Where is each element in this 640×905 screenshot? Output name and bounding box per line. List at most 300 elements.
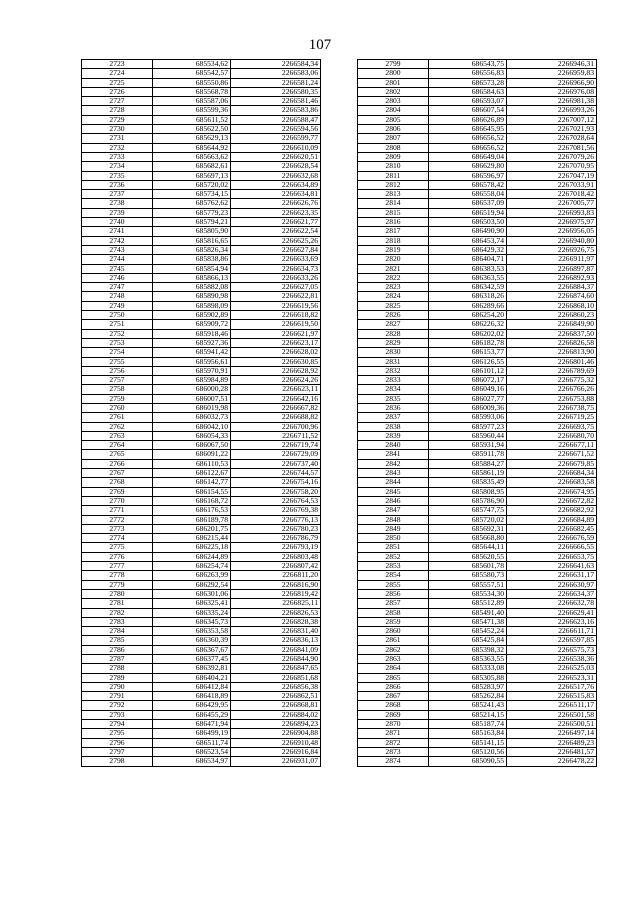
y-coordinate-cell: 2266754,16 [231, 478, 321, 487]
y-coordinate-cell: 2267070,95 [507, 162, 597, 171]
x-coordinate-cell: 685425,84 [429, 636, 507, 645]
point-number-cell: 2771 [82, 506, 153, 515]
x-coordinate-cell: 685601,78 [429, 562, 507, 571]
table-row [82, 245, 321, 254]
table-row [82, 143, 321, 152]
table-row [358, 636, 597, 645]
x-coordinate-cell: 685902,89 [153, 311, 231, 320]
table-row [82, 524, 321, 533]
table-row [82, 720, 321, 729]
x-coordinate-cell: 686110,53 [153, 459, 231, 468]
table-row [358, 283, 597, 292]
y-coordinate-cell: 2266610,09 [231, 143, 321, 152]
table-row [358, 422, 597, 431]
x-coordinate-cell: 685550,86 [153, 78, 231, 87]
x-coordinate-cell: 686032,73 [153, 413, 231, 422]
point-number-cell: 2870 [358, 720, 429, 729]
y-coordinate-cell: 2266868,10 [507, 301, 597, 310]
y-coordinate-cell: 2266629,41 [507, 608, 597, 617]
y-coordinate-cell: 2266856,38 [231, 682, 321, 691]
y-coordinate-cell: 2266642,16 [231, 394, 321, 403]
point-number-cell: 2744 [82, 255, 153, 264]
y-coordinate-cell: 2266583,86 [231, 106, 321, 115]
x-coordinate-cell: 685762,62 [153, 199, 231, 208]
y-coordinate-cell: 2266622,54 [231, 227, 321, 236]
point-number-cell: 2784 [82, 627, 153, 636]
y-coordinate-cell: 2266868,81 [231, 701, 321, 710]
table-row [82, 87, 321, 96]
x-coordinate-cell: 686556,83 [429, 69, 507, 78]
table-row [358, 682, 597, 691]
y-coordinate-cell: 2266825,11 [231, 599, 321, 608]
table-row [82, 515, 321, 524]
table-row [82, 599, 321, 608]
table-row [358, 255, 597, 264]
y-coordinate-cell: 2266683,58 [507, 478, 597, 487]
y-coordinate-cell: 2266959,83 [507, 69, 597, 78]
table-row [82, 496, 321, 505]
x-coordinate-cell: 686412,84 [153, 682, 231, 691]
point-number-cell: 2748 [82, 292, 153, 301]
x-coordinate-cell: 686629,80 [429, 162, 507, 171]
y-coordinate-cell: 2266619,50 [231, 320, 321, 329]
y-coordinate-cell: 2266497,14 [507, 729, 597, 738]
x-coordinate-cell: 686471,94 [153, 720, 231, 729]
x-coordinate-cell: 685909,72 [153, 320, 231, 329]
table-row [358, 617, 597, 626]
x-coordinate-cell: 686649,04 [429, 152, 507, 161]
x-coordinate-cell: 685977,23 [429, 422, 507, 431]
x-coordinate-cell: 686225,18 [153, 543, 231, 552]
x-coordinate-cell: 685333,08 [429, 664, 507, 673]
x-coordinate-cell: 685861,19 [429, 469, 507, 478]
point-number-cell: 2816 [358, 218, 429, 227]
point-number-cell: 2737 [82, 190, 153, 199]
y-coordinate-cell: 2266633,26 [231, 273, 321, 282]
x-coordinate-cell: 685512,89 [429, 599, 507, 608]
point-number-cell: 2787 [82, 655, 153, 664]
y-coordinate-cell: 2266940,80 [507, 236, 597, 245]
x-coordinate-cell: 686318,26 [429, 292, 507, 301]
table-row [358, 171, 597, 180]
point-number-cell: 2785 [82, 636, 153, 645]
point-number-cell: 2760 [82, 403, 153, 412]
table-row [358, 227, 597, 236]
y-coordinate-cell: 2266793,19 [231, 543, 321, 552]
point-number-cell: 2801 [358, 78, 429, 87]
x-coordinate-cell: 686072,17 [429, 376, 507, 385]
x-coordinate-cell: 686019,98 [153, 403, 231, 412]
x-coordinate-cell: 686007,51 [153, 394, 231, 403]
y-coordinate-cell: 2266630,85 [231, 357, 321, 366]
y-coordinate-cell: 2266916,84 [231, 747, 321, 756]
point-number-cell: 2788 [82, 664, 153, 673]
x-coordinate-cell: 685090,55 [429, 757, 507, 766]
table-row [82, 534, 321, 543]
table-row [358, 580, 597, 589]
y-coordinate-cell: 2266628,54 [231, 162, 321, 171]
point-number-cell: 2830 [358, 348, 429, 357]
point-number-cell: 2834 [358, 385, 429, 394]
table-row [82, 376, 321, 385]
x-coordinate-cell: 686573,28 [429, 78, 507, 87]
y-coordinate-cell: 2266786,79 [231, 534, 321, 543]
point-number-cell: 2735 [82, 171, 153, 180]
y-coordinate-cell: 2266816,90 [231, 580, 321, 589]
table-row [82, 292, 321, 301]
table-row [82, 413, 321, 422]
x-coordinate-cell: 685471,38 [429, 617, 507, 626]
table-row [358, 608, 597, 617]
point-number-cell: 2757 [82, 376, 153, 385]
table-row [358, 403, 597, 412]
table-row [358, 106, 597, 115]
y-coordinate-cell: 2266738,75 [507, 403, 597, 412]
x-coordinate-cell: 685163,84 [429, 729, 507, 738]
point-number-cell: 2841 [358, 450, 429, 459]
point-number-cell: 2861 [358, 636, 429, 645]
point-number-cell: 2776 [82, 552, 153, 561]
point-number-cell: 2839 [358, 431, 429, 440]
table-row [82, 162, 321, 171]
table-row [358, 385, 597, 394]
y-coordinate-cell: 2266975,97 [507, 218, 597, 227]
y-coordinate-cell: 2266688,82 [231, 413, 321, 422]
y-coordinate-cell: 2266693,75 [507, 422, 597, 431]
point-number-cell: 2837 [358, 413, 429, 422]
x-coordinate-cell: 686383,53 [429, 264, 507, 273]
y-coordinate-cell: 2266631,17 [507, 571, 597, 580]
point-number-cell: 2765 [82, 450, 153, 459]
y-coordinate-cell: 2266769,38 [231, 506, 321, 515]
point-number-cell: 2777 [82, 562, 153, 571]
y-coordinate-cell: 2266627,84 [231, 245, 321, 254]
table-row [82, 180, 321, 189]
table-row [358, 599, 597, 608]
page-number: 107 [308, 37, 332, 53]
y-coordinate-cell: 2266766,26 [507, 385, 597, 394]
y-coordinate-cell: 2266515,83 [507, 692, 597, 701]
y-coordinate-cell: 2266993,83 [507, 208, 597, 217]
table-row [82, 617, 321, 626]
y-coordinate-cell: 2266653,75 [507, 552, 597, 561]
point-number-cell: 2738 [82, 199, 153, 208]
point-number-cell: 2825 [358, 301, 429, 310]
point-number-cell: 2812 [358, 180, 429, 189]
x-coordinate-cell: 685452,24 [429, 627, 507, 636]
x-coordinate-cell: 685838,86 [153, 255, 231, 264]
x-coordinate-cell: 685283,97 [429, 682, 507, 691]
point-number-cell: 2780 [82, 589, 153, 598]
y-coordinate-cell: 2266623,16 [507, 617, 597, 626]
x-coordinate-cell: 685305,88 [429, 673, 507, 682]
x-coordinate-cell: 686353,58 [153, 627, 231, 636]
x-coordinate-cell: 686593,07 [429, 97, 507, 106]
y-coordinate-cell: 2266623,11 [231, 385, 321, 394]
point-number-cell: 2747 [82, 283, 153, 292]
point-number-cell: 2871 [358, 729, 429, 738]
point-number-cell: 2742 [82, 236, 153, 245]
y-coordinate-cell: 2266844,90 [231, 655, 321, 664]
x-coordinate-cell: 685620,55 [429, 552, 507, 561]
x-coordinate-cell: 686429,32 [429, 245, 507, 254]
y-coordinate-cell: 2266632,78 [507, 599, 597, 608]
x-coordinate-cell: 685363,55 [429, 655, 507, 664]
y-coordinate-cell: 2267007,12 [507, 115, 597, 124]
point-number-cell: 2849 [358, 524, 429, 533]
y-coordinate-cell: 2266744,57 [231, 469, 321, 478]
table-row [82, 562, 321, 571]
y-coordinate-cell: 2266633,69 [231, 255, 321, 264]
x-coordinate-cell: 686578,42 [429, 180, 507, 189]
x-coordinate-cell: 685629,13 [153, 134, 231, 143]
y-coordinate-cell: 2266674,95 [507, 487, 597, 496]
x-coordinate-cell: 686263,99 [153, 571, 231, 580]
point-number-cell: 2753 [82, 338, 153, 347]
point-number-cell: 2810 [358, 162, 429, 171]
table-row [358, 589, 597, 598]
x-coordinate-cell: 686244,89 [153, 552, 231, 561]
x-coordinate-cell: 686049,16 [429, 385, 507, 394]
y-coordinate-cell: 2266622,81 [231, 292, 321, 301]
table-row [358, 311, 597, 320]
table-row [82, 311, 321, 320]
table-row [82, 571, 321, 580]
x-coordinate-cell: 686254,74 [153, 562, 231, 571]
point-number-cell: 2793 [82, 710, 153, 719]
point-number-cell: 2790 [82, 682, 153, 691]
table-row [358, 757, 597, 766]
table-row [82, 608, 321, 617]
table-row [82, 431, 321, 440]
point-number-cell: 2763 [82, 431, 153, 440]
table-row [358, 366, 597, 375]
x-coordinate-cell: 685120,56 [429, 747, 507, 756]
x-coordinate-cell: 685786,90 [429, 496, 507, 505]
x-coordinate-cell: 685882,08 [153, 283, 231, 292]
y-coordinate-cell: 2266904,88 [231, 729, 321, 738]
x-coordinate-cell: 685534,62 [153, 60, 231, 69]
table-row [82, 627, 321, 636]
x-coordinate-cell: 685141,15 [429, 738, 507, 747]
point-number-cell: 2741 [82, 227, 153, 236]
table-row [358, 125, 597, 134]
y-coordinate-cell: 2266753,88 [507, 394, 597, 403]
y-coordinate-cell: 2266680,70 [507, 431, 597, 440]
table-row [358, 348, 597, 357]
y-coordinate-cell: 2266826,58 [507, 338, 597, 347]
x-coordinate-cell: 686301,06 [153, 589, 231, 598]
table-row [82, 190, 321, 199]
x-coordinate-cell: 686122,67 [153, 469, 231, 478]
point-number-cell: 2805 [358, 115, 429, 124]
x-coordinate-cell: 685941,42 [153, 348, 231, 357]
x-coordinate-cell: 685398,32 [429, 645, 507, 654]
point-number-cell: 2779 [82, 580, 153, 589]
point-number-cell: 2848 [358, 515, 429, 524]
table-row [358, 496, 597, 505]
y-coordinate-cell: 2266619,56 [231, 301, 321, 310]
point-number-cell: 2769 [82, 487, 153, 496]
point-number-cell: 2843 [358, 469, 429, 478]
y-coordinate-cell: 2266897,87 [507, 264, 597, 273]
point-number-cell: 2755 [82, 357, 153, 366]
y-coordinate-cell: 2266634,37 [507, 589, 597, 598]
x-coordinate-cell: 686607,54 [429, 106, 507, 115]
table-row [358, 69, 597, 78]
x-coordinate-cell: 685747,75 [429, 506, 507, 515]
table-row [82, 125, 321, 134]
point-number-cell: 2822 [358, 273, 429, 282]
point-number-cell: 2807 [358, 134, 429, 143]
point-number-cell: 2829 [358, 338, 429, 347]
y-coordinate-cell: 2266700,96 [231, 422, 321, 431]
point-number-cell: 2734 [82, 162, 153, 171]
table-row [358, 162, 597, 171]
x-coordinate-cell: 686189,78 [153, 515, 231, 524]
table-row [82, 692, 321, 701]
x-coordinate-cell: 686153,77 [429, 348, 507, 357]
x-coordinate-cell: 685568,78 [153, 87, 231, 96]
y-coordinate-cell: 2266836,13 [231, 636, 321, 645]
x-coordinate-cell: 685682,61 [153, 162, 231, 171]
table-row [82, 97, 321, 106]
table-row [358, 78, 597, 87]
y-coordinate-cell: 2266621,97 [231, 329, 321, 338]
x-coordinate-cell: 686656,52 [429, 134, 507, 143]
table-row [358, 627, 597, 636]
table-row [82, 543, 321, 552]
point-number-cell: 2778 [82, 571, 153, 580]
x-coordinate-cell: 686091,22 [153, 450, 231, 459]
table-row [358, 478, 597, 487]
coordinate-table-right [357, 59, 597, 767]
table-row [358, 208, 597, 217]
x-coordinate-cell: 686342,59 [429, 283, 507, 292]
point-number-cell: 2783 [82, 617, 153, 626]
y-coordinate-cell: 2266684,34 [507, 469, 597, 478]
y-coordinate-cell: 2266807,42 [231, 562, 321, 571]
point-number-cell: 2781 [82, 599, 153, 608]
point-number-cell: 2836 [358, 403, 429, 412]
x-coordinate-cell: 685534,30 [429, 589, 507, 598]
point-number-cell: 2860 [358, 627, 429, 636]
y-coordinate-cell: 2266803,48 [231, 552, 321, 561]
table-row [358, 87, 597, 96]
x-coordinate-cell: 685911,78 [429, 450, 507, 459]
y-coordinate-cell: 2266624,26 [231, 376, 321, 385]
table-row [82, 469, 321, 478]
point-number-cell: 2823 [358, 283, 429, 292]
point-number-cell: 2859 [358, 617, 429, 626]
y-coordinate-cell: 2266672,82 [507, 496, 597, 505]
point-number-cell: 2856 [358, 589, 429, 598]
table-row [82, 450, 321, 459]
point-number-cell: 2802 [358, 87, 429, 96]
y-coordinate-cell: 2266976,08 [507, 87, 597, 96]
x-coordinate-cell: 685826,34 [153, 245, 231, 254]
x-coordinate-cell: 685542,57 [153, 69, 231, 78]
point-number-cell: 2766 [82, 459, 153, 468]
y-coordinate-cell: 2266801,46 [507, 357, 597, 366]
x-coordinate-cell: 686335,24 [153, 608, 231, 617]
x-coordinate-cell: 685214,15 [429, 710, 507, 719]
y-coordinate-cell: 2266946,31 [507, 60, 597, 69]
table-row [358, 562, 597, 571]
y-coordinate-cell: 2266500,51 [507, 720, 597, 729]
table-row [82, 701, 321, 710]
table-row [358, 292, 597, 301]
y-coordinate-cell: 2266811,20 [231, 571, 321, 580]
y-coordinate-cell: 2266625,26 [231, 236, 321, 245]
table-row [358, 543, 597, 552]
x-coordinate-cell: 686645,95 [429, 125, 507, 134]
table-row [82, 264, 321, 273]
table-row [358, 320, 597, 329]
point-number-cell: 2806 [358, 125, 429, 134]
y-coordinate-cell: 2266993,26 [507, 106, 597, 115]
x-coordinate-cell: 686201,75 [153, 524, 231, 533]
y-coordinate-cell: 2266538,36 [507, 655, 597, 664]
x-coordinate-cell: 686126,55 [429, 357, 507, 366]
x-coordinate-cell: 685898,09 [153, 301, 231, 310]
y-coordinate-cell: 2266517,76 [507, 682, 597, 691]
x-coordinate-cell: 686027,77 [429, 394, 507, 403]
point-number-cell: 2782 [82, 608, 153, 617]
y-coordinate-cell: 2266677,11 [507, 441, 597, 450]
point-number-cell: 2867 [358, 692, 429, 701]
point-number-cell: 2729 [82, 115, 153, 124]
x-coordinate-cell: 685960,44 [429, 431, 507, 440]
table-row [358, 701, 597, 710]
point-number-cell: 2873 [358, 747, 429, 756]
table-row [82, 385, 321, 394]
table-row [358, 60, 597, 69]
table-row [358, 710, 597, 719]
point-number-cell: 2794 [82, 720, 153, 729]
point-number-cell: 2750 [82, 311, 153, 320]
x-coordinate-cell: 685835,49 [429, 478, 507, 487]
x-coordinate-cell: 686511,74 [153, 738, 231, 747]
table-row [358, 218, 597, 227]
point-number-cell: 2868 [358, 701, 429, 710]
point-number-cell: 2772 [82, 515, 153, 524]
table-row [82, 589, 321, 598]
x-coordinate-cell: 685794,21 [153, 218, 231, 227]
point-number-cell: 2800 [358, 69, 429, 78]
y-coordinate-cell: 2266676,59 [507, 534, 597, 543]
point-number-cell: 2740 [82, 218, 153, 227]
table-row [82, 106, 321, 115]
table-row [358, 394, 597, 403]
y-coordinate-cell: 2266911,97 [507, 255, 597, 264]
table-row [82, 394, 321, 403]
y-coordinate-cell: 2266981,38 [507, 97, 597, 106]
x-coordinate-cell: 685720,02 [429, 515, 507, 524]
x-coordinate-cell: 685927,36 [153, 338, 231, 347]
table-row [358, 720, 597, 729]
table-row [82, 552, 321, 561]
y-coordinate-cell: 2267081,56 [507, 143, 597, 152]
point-number-cell: 2808 [358, 143, 429, 152]
table-row [358, 134, 597, 143]
point-number-cell: 2827 [358, 320, 429, 329]
y-coordinate-cell: 2266630,97 [507, 580, 597, 589]
y-coordinate-cell: 2266620,51 [231, 152, 321, 161]
table-row [82, 441, 321, 450]
x-coordinate-cell: 686499,19 [153, 729, 231, 738]
x-coordinate-cell: 685779,23 [153, 208, 231, 217]
